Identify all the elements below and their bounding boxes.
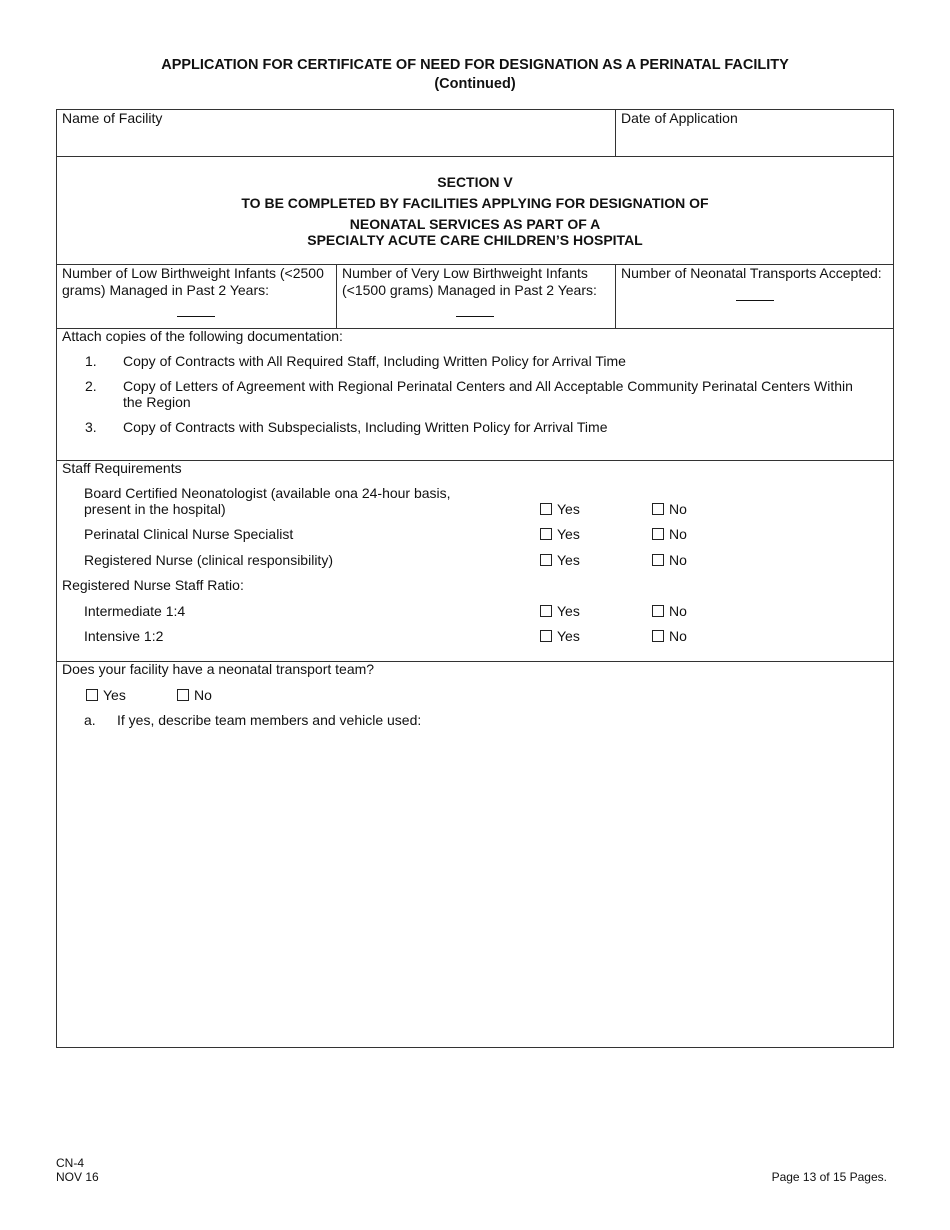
checkbox-label: No (669, 628, 687, 644)
neonatologist-label-line1: Board Certified Neonatologist (available ona 24-hour basis, (84, 485, 451, 501)
neonatal-transports-count-field[interactable] (736, 300, 774, 301)
transport-team-no-checkbox[interactable] (177, 689, 189, 701)
intermediate-no-checkbox[interactable] (652, 605, 664, 617)
registered-nurse-label: Registered Nurse (clinical responsibility) (84, 552, 333, 568)
checkbox-label: No (669, 603, 687, 619)
intensive-no-checkbox[interactable] (652, 630, 664, 642)
transport-team-question: Does your facility have a neonatal transport team? (62, 661, 375, 677)
checkbox-label: No (194, 687, 212, 703)
attach-item-number: 3. (85, 419, 97, 435)
transport-description-area[interactable] (62, 738, 888, 1038)
page-number: Page 13 of 15 Pages. (771, 1170, 887, 1184)
section-heading-line: NEONATAL SERVICES AS PART OF A (349, 216, 601, 232)
divider (615, 110, 616, 156)
registered-nurse-yes-checkbox[interactable] (540, 554, 552, 566)
low-birthweight-label-line2: grams) Managed in Past 2 Years: (62, 282, 270, 298)
section-heading-line: SPECIALTY ACUTE CARE CHILDREN’S HOSPITAL (307, 232, 643, 248)
very-low-birthweight-count-field[interactable] (456, 316, 494, 317)
low-birthweight-count-field[interactable] (177, 316, 215, 317)
transport-sub-letter: a. (84, 712, 96, 728)
checkbox-label: Yes (557, 501, 580, 517)
divider (336, 264, 337, 328)
neonatologist-no-checkbox[interactable] (652, 503, 664, 515)
form-revision: NOV 16 (56, 1170, 99, 1184)
divider (615, 264, 616, 328)
attach-instructions: Attach copies of the following documentation: (62, 328, 343, 344)
very-low-birthweight-label-line2: (<1500 grams) Managed in Past 2 Years: (342, 282, 597, 298)
attach-item-text: Copy of Letters of Agreement with Regional Perinatal Centers and All Acceptable Community Perinatal Centers Within (123, 378, 853, 394)
form-id: CN-4 (56, 1156, 85, 1170)
section-heading-line: TO BE COMPLETED BY FACILITIES APPLYING FOR DESIGNATION OF (241, 195, 709, 211)
transport-team-yes-checkbox[interactable] (86, 689, 98, 701)
registered-nurse-no-checkbox[interactable] (652, 554, 664, 566)
neonatal-transports-label: Number of Neonatal Transports Accepted: (621, 265, 882, 281)
application-date-label: Date of Application (621, 110, 738, 126)
checkbox-label: Yes (557, 552, 580, 568)
form-title: APPLICATION FOR CERTIFICATE OF NEED FOR DESIGNATION AS A PERINATAL FACILITY (161, 57, 789, 73)
neonatologist-yes-checkbox[interactable] (540, 503, 552, 515)
section-number: SECTION V (437, 174, 513, 190)
checkbox-label: Yes (103, 687, 126, 703)
transport-description-prompt: If yes, describe team members and vehicle used: (117, 712, 422, 728)
intermediate-yes-checkbox[interactable] (540, 605, 552, 617)
attach-item-text: Copy of Contracts with Subspecialists, Including Written Policy for Arrival Time (123, 419, 608, 435)
nurse-ratio-heading: Registered Nurse Staff Ratio: (62, 577, 244, 593)
checkbox-label: No (669, 552, 687, 568)
intermediate-ratio-label: Intermediate 1:4 (84, 603, 186, 619)
attach-item-text-continued: the Region (123, 394, 191, 410)
checkbox-label: Yes (557, 603, 580, 619)
checkbox-label: No (669, 501, 687, 517)
attach-item-text: Copy of Contracts with All Required Staff, Including Written Policy for Arrival Time (123, 353, 626, 369)
neonatologist-label-line2: present in the hospital) (84, 501, 226, 517)
intensive-ratio-label: Intensive 1:2 (84, 628, 164, 644)
form-subtitle: (Continued) (434, 76, 516, 92)
divider (57, 460, 893, 461)
nurse-specialist-no-checkbox[interactable] (652, 528, 664, 540)
checkbox-label: Yes (557, 628, 580, 644)
facility-name-label: Name of Facility (62, 110, 163, 126)
low-birthweight-label-line1: Number of Low Birthweight Infants (<2500 (62, 265, 324, 281)
checkbox-label: No (669, 526, 687, 542)
checkbox-label: Yes (557, 526, 580, 542)
very-low-birthweight-label-line1: Number of Very Low Birthweight Infants (342, 265, 588, 281)
attach-item-number: 1. (85, 353, 97, 369)
attach-item-number: 2. (85, 378, 97, 394)
intensive-yes-checkbox[interactable] (540, 630, 552, 642)
staff-requirements-heading: Staff Requirements (62, 460, 182, 476)
nurse-specialist-label: Perinatal Clinical Nurse Specialist (84, 526, 294, 542)
form-frame (56, 109, 894, 1048)
divider (57, 156, 893, 157)
nurse-specialist-yes-checkbox[interactable] (540, 528, 552, 540)
